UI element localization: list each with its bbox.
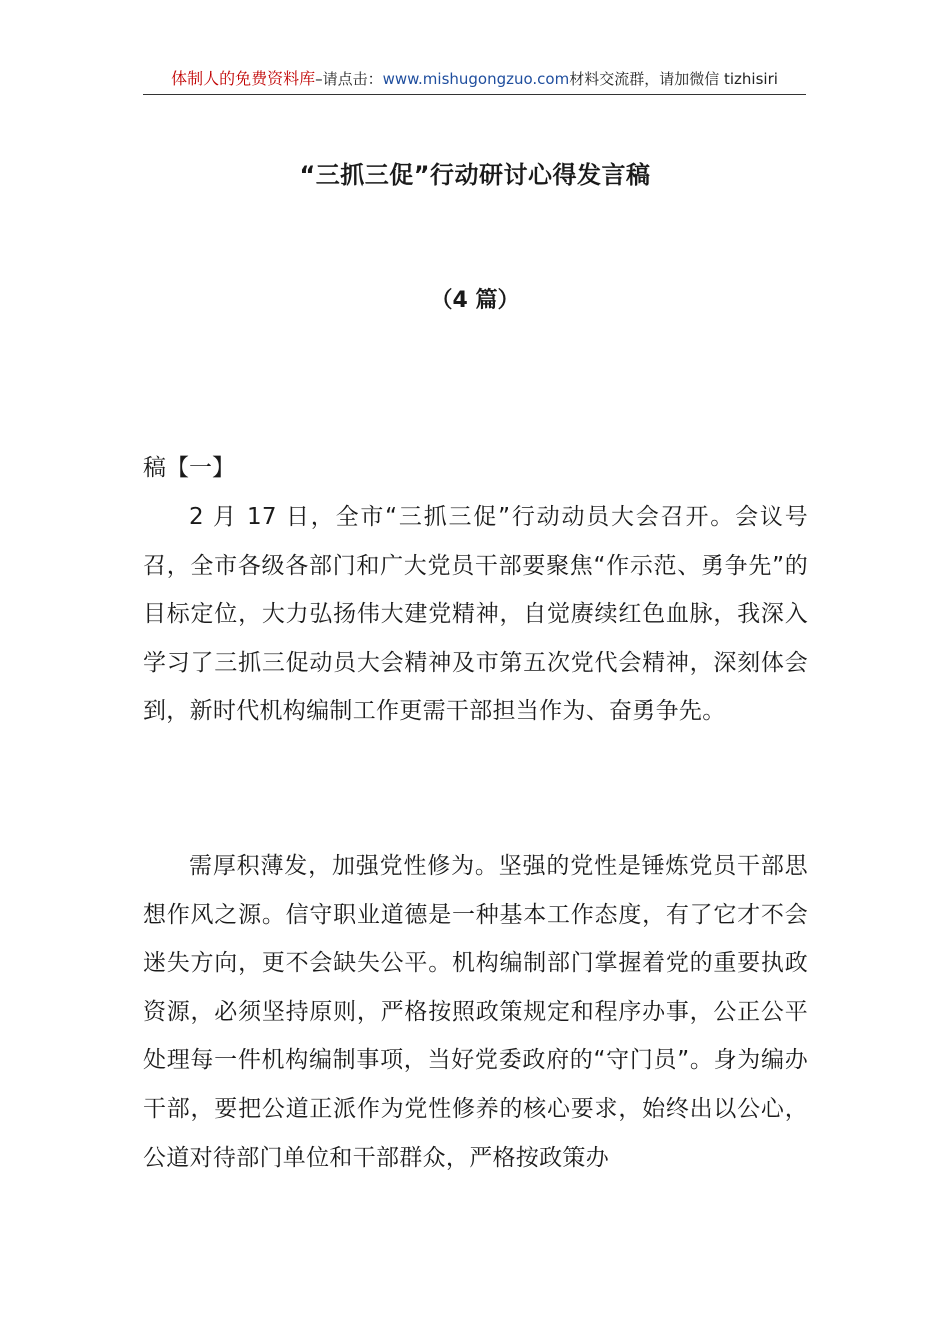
header-note: 材料交流群，请加微信 tizhisiri [569,70,778,88]
page-header [143,68,806,95]
section-label: 稿【一】 [143,455,235,481]
header-url-link[interactable]: www.mishugongzuo.com [382,70,570,88]
document-title: “三抓三促”行动研讨心得发言稿 [299,161,651,189]
paragraph-2: 需厚积薄发，加强党性修为。坚强的党性是锤炼党员干部思想作风之源。信守职业道德是一种基本工作态度，有了它才不会迷失方向，更不会缺失公平。机构编制部门掌握着党的重要执政资源，必须坚持原则，严格按照政策规定和程序办事，公正公平处理每一件机构编制事项，当好党委政府的“守门员”。身为编办干部，要把公道正派作为党性修养的核心要求，始终出以公心，公道对待部门单位和干部群众，严格按政策办 [143,853,808,1171]
paragraph-1: 2 月 17 日，全市“三抓三促”行动动员大会召开。会议号召，全市各级各部门和广大党员干部要聚焦“作示范、勇争先”的目标定位，大力弘扬伟大建党精神，自觉赓续红色血脉，我深入学习了三抓三促动员大会精神及市第五次党代会精神，深刻体会到，新时代机构编制工作更需干部担当作为、奋勇争先。 [143,504,808,725]
header-brand: 体制人的免费资料库 [171,69,316,88]
document-subtitle: （4 篇） [430,288,520,313]
header-prompt: –请点击： [315,70,383,88]
